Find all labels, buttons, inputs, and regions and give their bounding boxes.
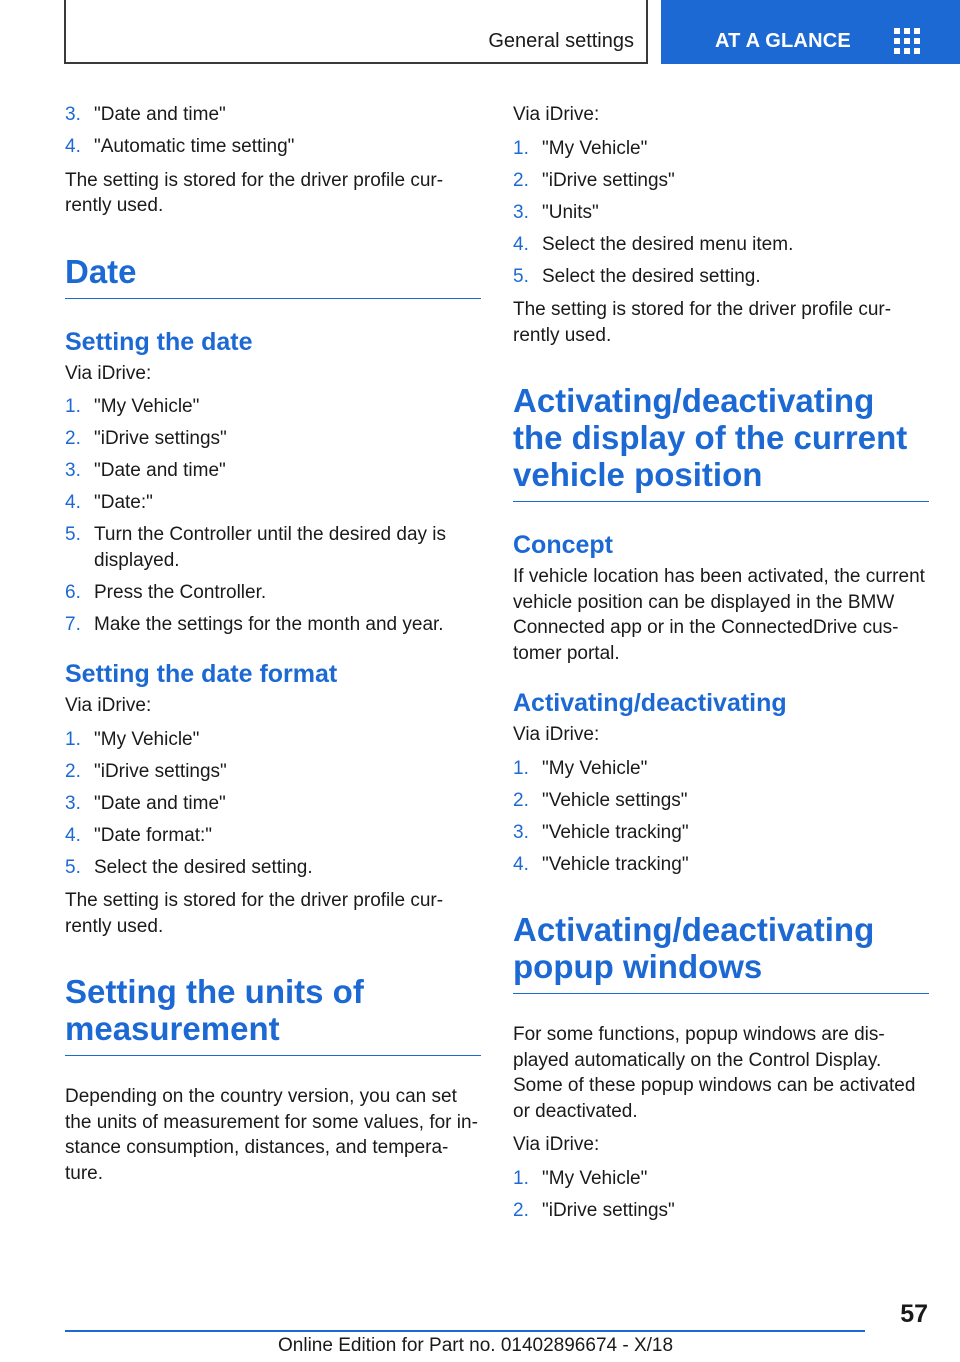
list-item	[65, 102, 481, 128]
step-number: 4.	[513, 233, 529, 255]
via-idrive-label: Via iDrive:	[513, 724, 600, 745]
list-item	[513, 820, 929, 846]
step-text: "My Vehicle"	[542, 137, 648, 159]
date-format-steps	[65, 727, 481, 881]
step-text: "My Vehicle"	[542, 757, 648, 779]
step-number: 1.	[65, 728, 81, 750]
units-note: The setting is stored for the driver profile cur‐rently used.	[513, 299, 892, 346]
step-number: 2.	[513, 789, 529, 811]
list-item	[513, 756, 929, 782]
step-number: 1.	[513, 1167, 529, 1189]
list-item	[513, 788, 929, 814]
step-number: 4.	[65, 824, 81, 846]
vehicle-position-chapter-heading: Activating/deactivating the display of the current vehicle position	[513, 382, 929, 502]
activating-steps	[513, 756, 929, 878]
list-item	[65, 522, 481, 573]
via-idrive-label: Via iDrive:	[513, 1134, 600, 1155]
list-item	[513, 136, 929, 162]
left-column	[65, 102, 481, 1194]
step-text: "My Vehicle"	[94, 396, 200, 417]
step-text: Press the Controller.	[94, 581, 267, 603]
step-number: 3.	[65, 104, 81, 125]
step-number: 1.	[513, 757, 529, 779]
step-number: 2.	[65, 428, 81, 449]
step-text: "Vehicle tracking"	[542, 821, 689, 843]
list-item	[65, 791, 481, 817]
date-chapter-heading: Date	[65, 253, 481, 299]
units-chapter-heading: Setting the units of measurement	[65, 973, 481, 1056]
page-number: 57	[900, 1300, 928, 1328]
step-number: 1.	[513, 137, 529, 159]
step-number: 5.	[65, 856, 81, 878]
right-column	[513, 102, 929, 1231]
date-format-heading: Setting the date format	[65, 660, 338, 688]
step-number: 2.	[65, 760, 81, 782]
step-number: 4.	[65, 136, 81, 157]
via-idrive-label: Via iDrive:	[65, 695, 152, 716]
section-title: General settings	[488, 30, 634, 52]
list-item	[65, 458, 481, 484]
step-number: 1.	[65, 396, 81, 417]
step-number: 2.	[513, 169, 529, 191]
step-text: "Vehicle tracking"	[542, 853, 689, 875]
activating-heading: Activating/deactivating	[513, 689, 787, 717]
step-text: "iDrive settings"	[94, 428, 227, 449]
step-number: 6.	[65, 581, 81, 603]
step-number: 4.	[513, 853, 529, 875]
chapter-tab[interactable]	[661, 0, 960, 64]
intro-steps-list	[65, 102, 481, 160]
units-steps	[513, 136, 929, 290]
grid-menu-icon[interactable]	[894, 28, 922, 56]
step-text: "Date and time"	[94, 460, 226, 481]
list-item	[65, 612, 481, 638]
setting-date-heading: Setting the date	[65, 327, 253, 356]
step-text: "Date and time"	[94, 104, 226, 125]
footer-divider	[65, 1330, 865, 1332]
popup-chapter-heading: Activating/deactivating popup windows	[513, 911, 929, 994]
step-text: "iDrive settings"	[542, 169, 675, 191]
step-text: "iDrive settings"	[542, 1199, 675, 1221]
step-number: 7.	[65, 613, 81, 635]
list-item	[65, 855, 481, 881]
step-text: Turn the Controller until the desired day is displayed.	[94, 524, 447, 571]
via-idrive-label: Via iDrive:	[65, 362, 152, 384]
step-number: 5.	[65, 524, 81, 545]
header-section-box	[64, 0, 648, 64]
step-text: Select the desired menu item.	[542, 233, 794, 255]
list-item	[65, 759, 481, 785]
step-text: Select the desired setting.	[542, 265, 761, 287]
list-item	[513, 232, 929, 258]
step-text: Make the settings for the month and year.	[94, 613, 444, 635]
step-text: Select the desired setting.	[94, 856, 313, 878]
list-item	[65, 490, 481, 516]
step-text: "Date and time"	[94, 792, 226, 814]
step-number: 5.	[513, 265, 529, 287]
list-item	[513, 168, 929, 194]
list-item	[513, 264, 929, 290]
list-item	[65, 727, 481, 753]
list-item	[513, 200, 929, 226]
list-item	[65, 134, 481, 160]
step-text: "iDrive settings"	[94, 760, 227, 782]
concept-heading: Concept	[513, 531, 613, 559]
chapter-title: AT A GLANCE	[715, 30, 851, 52]
step-number: 3.	[65, 460, 81, 481]
list-item	[513, 1198, 929, 1224]
step-text: "Vehicle settings"	[542, 789, 688, 811]
date-format-note: The setting is stored for the driver profile cur‐rently used.	[65, 890, 444, 937]
list-item	[65, 580, 481, 606]
step-text: "Automatic time setting"	[94, 136, 295, 157]
units-intro-text: Depending on the country version, you can set the units of measurement for some values, for in‐stance consumption, distances, and tempera‐ture.	[65, 1086, 478, 1184]
list-item	[65, 426, 481, 452]
list-item	[65, 823, 481, 849]
popup-steps	[513, 1166, 929, 1224]
step-number: 3.	[513, 201, 529, 223]
edition-text: Online Edition for Part no. 01402896674 - X/18	[278, 1335, 674, 1356]
list-item	[65, 394, 481, 420]
via-idrive-label: Via iDrive:	[513, 104, 600, 125]
step-text: "Units"	[542, 201, 599, 223]
step-number: 3.	[513, 821, 529, 843]
list-item	[513, 852, 929, 878]
concept-text: If vehicle location has been activated, the current vehicle position can be displayed in the BMW Connected app or in the ConnectedDrive cus‐tomer portal.	[513, 566, 925, 664]
step-number: 4.	[65, 492, 81, 513]
step-text: "Date format:"	[94, 824, 213, 846]
popup-intro-text: For some functions, popup windows are dis‐played automatically on the Control Display. Some of these popup windows can be activated or deactivated.	[513, 1024, 916, 1122]
step-text: "My Vehicle"	[542, 1167, 648, 1189]
step-text: "My Vehicle"	[94, 728, 200, 750]
step-number: 3.	[65, 792, 81, 814]
step-text: "Date:"	[94, 492, 153, 513]
intro-note: The setting is stored for the driver profile cur‐rently used.	[65, 169, 444, 216]
setting-date-steps	[65, 394, 481, 637]
step-number: 2.	[513, 1199, 529, 1221]
list-item	[513, 1166, 929, 1192]
